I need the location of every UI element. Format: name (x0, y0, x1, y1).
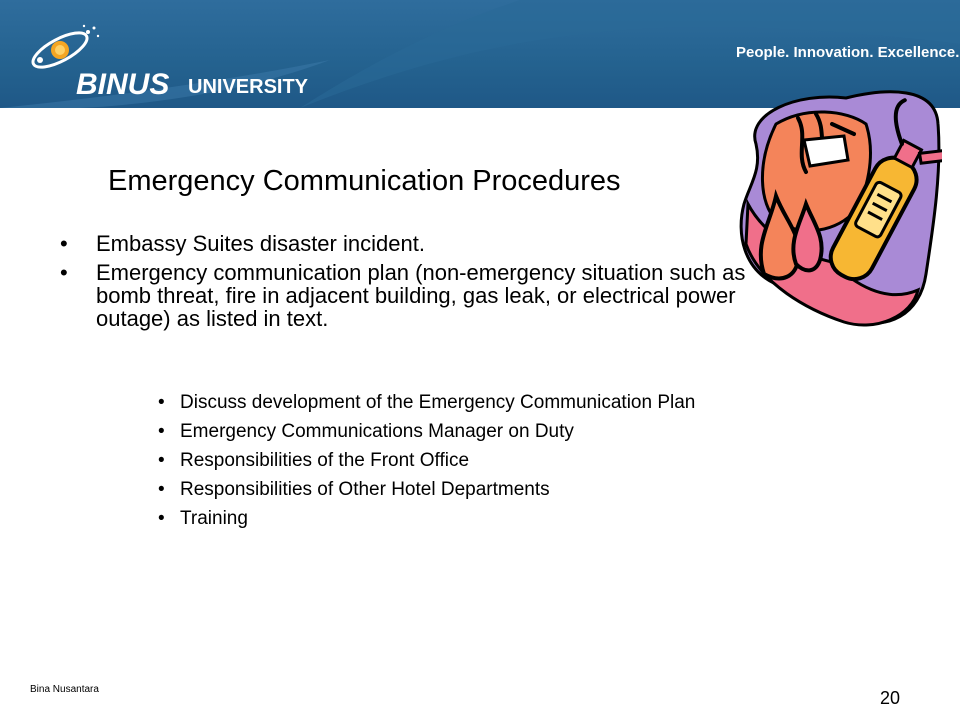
list-item (60, 232, 800, 255)
sub-bullet-text: Discuss development of the Emergency Communication Plan (180, 392, 696, 413)
footer-source: Bina Nusantara (30, 684, 99, 695)
list-item (158, 388, 695, 417)
bullet-icon: • (158, 479, 165, 500)
main-bullet-list (60, 232, 800, 336)
list-item (158, 446, 695, 475)
list-item (158, 504, 695, 533)
logo-binus-text: BINUS (76, 68, 170, 101)
page-number: 20 (880, 688, 901, 708)
list-item (60, 261, 800, 330)
slide-title: Emergency Communication Procedures (108, 165, 621, 197)
bullet-icon: • (158, 450, 165, 471)
bullet-icon: • (60, 231, 68, 256)
list-item (158, 475, 695, 504)
bullet-text: Embassy Suites disaster incident. (96, 231, 425, 256)
bullet-icon: • (158, 392, 165, 413)
bullet-icon: • (158, 508, 165, 529)
bullet-icon: • (158, 421, 165, 442)
bullet-text: Emergency communication plan (non-emergency situation such as bomb threat, fire in adjacent building, gas leak, or electrical power outage) as listed in text. (96, 260, 746, 331)
sub-bullet-text: Responsibilities of the Front Office (180, 450, 470, 471)
sub-bullet-text: Emergency Communications Manager on Duty (180, 421, 574, 442)
header-tagline: People. Innovation. Excellence. (736, 44, 960, 61)
bullet-icon: • (60, 260, 68, 285)
logo-university-text: UNIVERSITY (188, 76, 309, 98)
binus-logo[interactable] (18, 18, 309, 101)
list-item (158, 417, 695, 446)
sub-bullet-text: Training (180, 508, 248, 529)
sub-bullet-list (158, 388, 695, 533)
sub-bullet-text: Responsibilities of Other Hotel Departments (180, 479, 550, 500)
